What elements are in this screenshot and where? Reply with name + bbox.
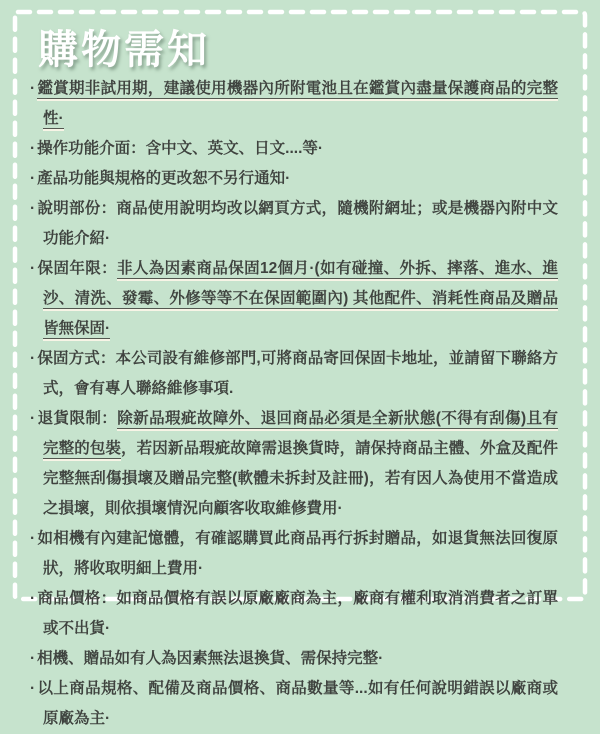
bullet-dot: · — [30, 350, 36, 367]
bullet-dot: · — [30, 530, 36, 547]
page-title: 購物需知 — [38, 28, 210, 72]
notice-item — [30, 134, 558, 164]
notice-item — [30, 74, 558, 134]
notice-item — [30, 584, 558, 644]
notice-item — [30, 254, 558, 344]
notice-text: 以上商品規格、配備及商品價格、商品數量等...如有任何說明錯誤以廠商或原廠為主· — [37, 680, 558, 727]
notice-text: 產品功能與規格的更改恕不另行通知· — [37, 170, 291, 187]
bullet-dot: · — [30, 140, 36, 157]
notice-item — [30, 524, 558, 584]
bullet-dot: · — [30, 590, 36, 607]
bullet-dot: · — [30, 680, 36, 697]
bullet-dot: · — [30, 200, 36, 217]
notice-item — [30, 164, 558, 194]
bullet-dot: · — [30, 650, 36, 667]
bullet-dot: · — [30, 80, 36, 97]
notice-text: 保固年限： — [37, 260, 117, 277]
notice-list — [30, 74, 558, 734]
bullet-dot: · — [30, 410, 36, 427]
notice-text-underlined: 除新品瑕疵故障外、退回商品必須是全新狀態(不得有刮傷)且有完整的包裝 — [43, 410, 558, 457]
notice-item — [30, 644, 558, 674]
bullet-dot: · — [30, 260, 36, 277]
notice-text: 如相機有內建記憶體，有確認購買此商品再行拆封贈品，如退貨無法回復原狀，將收取明細上費用· — [37, 530, 558, 577]
notice-item — [30, 194, 558, 254]
notice-text: 保固方式：本公司設有維修部門,可將商品寄回保固卡地址，並請留下聯絡方式，會有專人聯絡維修事項. — [37, 350, 558, 397]
notice-text: 相機、贈品如有人為因素無法退換貨、需保持完整· — [37, 650, 384, 667]
notice-text: 商品價格：如商品價格有誤以原廠廠商為主，廠商有權利取消消費者之訂單或不出貨· — [37, 590, 558, 637]
notice-text: ，若因新品瑕疵故障需退換貨時，請保持商品主體、外盒及配件完整無刮傷損壞及贈品完整(軟體未拆封及註冊)，若有因人為使用不當造成之損壞，則依損壞情況向顧客收取維修費用· — [43, 440, 558, 517]
notice-text-underlined: 鑑賞期非試用期，建議使用機器內所附電池且在鑑賞內盡量保護商品的完整性· — [37, 80, 558, 127]
bullet-dot: · — [30, 170, 36, 187]
notice-item — [30, 344, 558, 404]
notice-text: 說明部份：商品使用說明均改以網頁方式，隨機附網址；或是機器內附中文功能介紹· — [37, 200, 558, 247]
notice-item — [30, 674, 558, 734]
notice-item — [30, 404, 558, 524]
notice-text: 退貨限制： — [37, 410, 118, 427]
notice-text-underlined: 非人為因素商品保固12個月·(如有碰撞、外拆、摔落、進水、進沙、清洗、發霉、外修等等不在保固範圍內) 其他配件、消耗性商品及贈品皆無保固· — [43, 260, 558, 337]
notice-text: 操作功能介面：含中文、英文、日文....等· — [37, 140, 324, 157]
